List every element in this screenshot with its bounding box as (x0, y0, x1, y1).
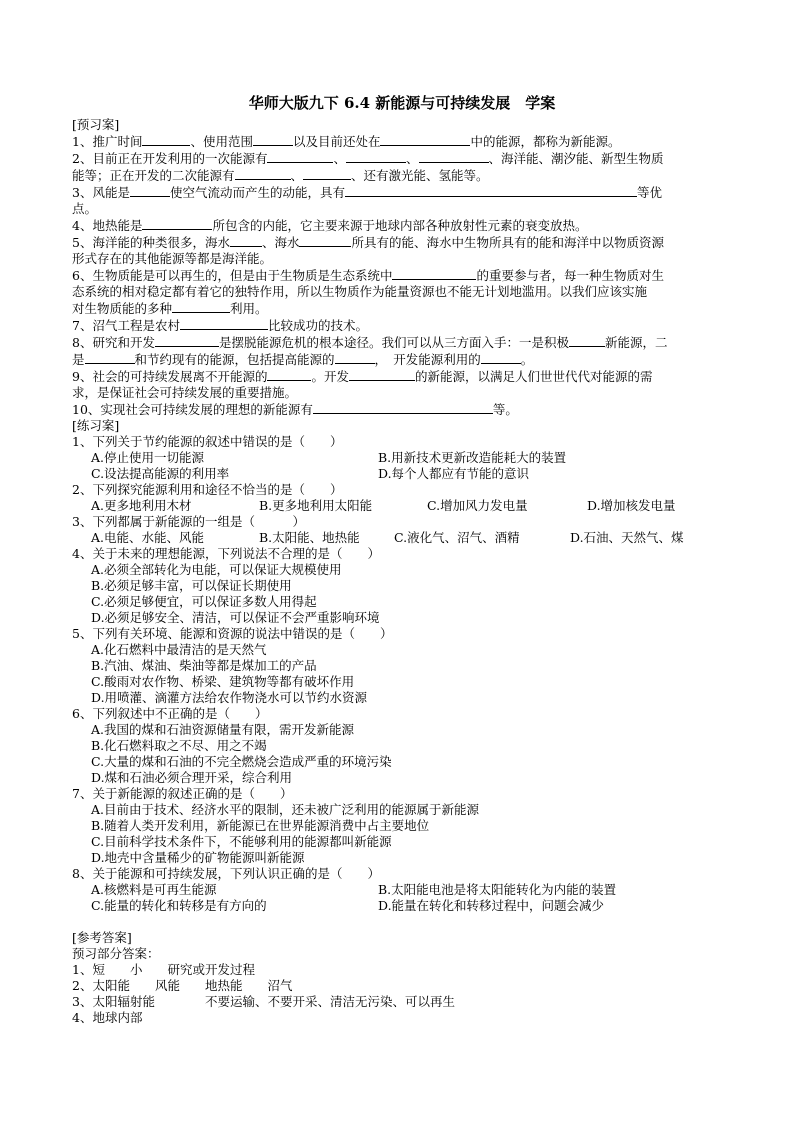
preview-q9-line1: 9、社会的可持续发展离不开能源的 。开发 的新能源，以满足人们世世代代对能源的需 (72, 369, 653, 384)
document-title: 华师大版九下 6.4 新能源与可持续发展 学案 (248, 94, 556, 112)
option-c: C.大量的煤和石油的不完全燃烧会造成严重的环境污染 (91, 754, 392, 769)
practice-q6-stem: 6、下列叙述中不正确的是（ ） (72, 706, 268, 721)
preview-q2-line2: 能等；正在开发的二次能源有 、 、还有激光能、氢能等。 (72, 168, 489, 183)
option-b: B.必须足够丰富，可以保证长期使用 (91, 578, 292, 593)
practice-q2-options (72, 498, 722, 514)
practice-q1-options-row1 (72, 450, 722, 466)
preview-q6-line1: 6、生物质能是可以再生的，但是由于生物质是生态系统中 的重要参与者，每一种生物质对生 (72, 268, 664, 283)
spacer (72, 914, 722, 930)
option-c: C.设法提高能源的利用率 (91, 466, 230, 481)
answers-header: [参考答案] (72, 930, 132, 945)
practice-q7-stem: 7、关于新能源的叙述正确的是（ ） (72, 786, 293, 801)
practice-q1-stem: 1、下列关于节约能源的叙述中错误的是（ ） (72, 434, 343, 449)
answer-line-2: 2、太阳能 风能 地热能 沼气 (72, 978, 293, 993)
option-b: B.更多地利用太阳能 (259, 498, 373, 513)
practice-q8-stem: 8、关于能源和可持续发展，下列认识正确的是（ ） (72, 866, 380, 881)
preview-q7: 7、沼气工程是农村 比较成功的技术。 (72, 318, 368, 333)
preview-q10: 10、实现社会可持续发展的理想的新能源有 等。 (72, 402, 518, 417)
option-b: B.化石燃料取之不尽、用之不竭 (91, 738, 267, 753)
option-c: C.液化气、沼气、酒精 (394, 530, 520, 545)
preview-q8-line1: 8、研究和开发 是摆脱能源危机的根本途径。我们可以从三方面入手：一是积极 新能源，二 (72, 335, 668, 350)
document-page (72, 92, 722, 1026)
preview-q5-line1: 5、海洋能的种类很多，海水 、海水 所具有的能、海水中生物所具有的能和海洋中以物质资源 (72, 235, 664, 250)
preview-q5-line2: 形式存在的其他能源等都是海洋能。 (72, 251, 273, 266)
preview-q8-line2: 是 和节约现有的能源，包括提高能源的 ， 开发能源利用的 。 (72, 352, 534, 367)
option-d: D.增加核发电量 (587, 498, 676, 513)
option-a: A.更多地利用木材 (91, 498, 192, 513)
preview-q1: 1、推广时间 、使用范围 以及目前还处在 中的能源，都称为新能源。 (72, 134, 621, 149)
option-b: B.汽油、煤油、柴油等都是煤加工的产品 (91, 658, 317, 673)
option-c: C.必须足够便宜，可以保证多数人用得起 (91, 594, 317, 609)
answer-line-4: 4、地球内部 (72, 1010, 143, 1025)
preview-q9-line2: 求，是保证社会可持续发展的重要措施。 (72, 385, 298, 400)
option-c: C.目前科学技术条件下，不能够利用的能源都叫新能源 (91, 834, 392, 849)
preview-q6-line2: 态系统的相对稳定都有着它的独特作用，所以生物质作为能量资源也不能无计划地滥用。以我们应该实施 (72, 284, 648, 299)
option-a: A.化石燃料中最清洁的是天然气 (91, 642, 267, 657)
option-d: D.必须足够安全、清洁，可以保证不会严重影响环境 (91, 610, 380, 625)
option-b: B.太阳能电池是将太阳能转化为内能的装置 (378, 882, 617, 897)
option-d: D.煤和石油必须合理开采，综合利用 (91, 770, 293, 785)
option-d: D.能量在转化和转移过程中，问题会减少 (378, 898, 605, 913)
option-d: D.石油、天然气、煤 (570, 530, 684, 545)
option-a: A.必须全部转化为电能，可以保证大规模使用 (91, 562, 342, 577)
preview-q4: 4、地热能是 所包含的内能，它主要来源于地球内部各种放射性元素的衰变放热。 (72, 218, 588, 233)
answer-line-1: 1、短 小 研究或开发过程 (72, 962, 255, 977)
practice-q5-stem: 5、下列有关环境、能源和资源的说法中错误的是（ ） (72, 626, 393, 641)
option-c: C.增加风力发电量 (427, 498, 528, 513)
practice-header: [练习案] (72, 418, 120, 433)
preview-q3-line2: 点。 (72, 201, 98, 216)
practice-q3-stem: 3、下列都属于新能源的一组是（ ） (72, 514, 305, 529)
option-c: C.酸雨对农作物、桥梁、建筑物等都有破坏作用 (91, 674, 355, 689)
option-b: B.太阳能、地热能 (259, 530, 360, 545)
option-b: B.随着人类开发利用，新能源已在世界能源消费中占主要地位 (91, 818, 430, 833)
option-a: A.电能、水能、风能 (91, 530, 205, 545)
option-a: A.目前由于技术、经济水平的限制，还未被广泛利用的能源属于新能源 (91, 802, 480, 817)
practice-q1-options-row2 (72, 466, 722, 482)
option-d: D.地壳中含量稀少的矿物能源叫新能源 (91, 850, 305, 865)
practice-q2-stem: 2、下列探究能源利用和途径不恰当的是（ ） (72, 482, 343, 497)
preview-q3-line1: 3、风能是 使空气流动而产生的动能，具有 等优 (72, 185, 662, 200)
practice-q3-options (72, 530, 722, 546)
preview-header: [预习案] (72, 117, 120, 132)
preview-q2-line1: 2、目前正在开发利用的一次能源有 、 、 、海洋能、潮汐能、新型生物质 (72, 151, 664, 166)
practice-q8-options-row2 (72, 898, 722, 914)
option-d: D.每个人都应有节能的意识 (378, 466, 530, 481)
option-b: B.用新技术更新改造能耗大的装置 (378, 450, 567, 465)
answers-subheader: 预习部分答案： (72, 946, 160, 961)
practice-q8-options-row1 (72, 882, 722, 898)
option-a: A.我国的煤和石油资源储量有限，需开发新能源 (91, 722, 355, 737)
option-d: D.用喷灌、滴灌方法给农作物浇水可以节约水资源 (91, 690, 368, 705)
answer-line-3: 3、太阳辐射能 不要运输、不要开采、清洁无污染、可以再生 (72, 994, 455, 1009)
option-a: A.核燃料是可再生能源 (91, 882, 217, 897)
option-a: A.停止使用一切能源 (91, 450, 205, 465)
option-c: C.能量的转化和转移是有方向的 (91, 898, 267, 913)
practice-q4-stem: 4、关于未来的理想能源，下列说法不合理的是（ ） (72, 546, 380, 561)
preview-q6-line3: 对生物质能的多种 利用。 (72, 301, 268, 316)
